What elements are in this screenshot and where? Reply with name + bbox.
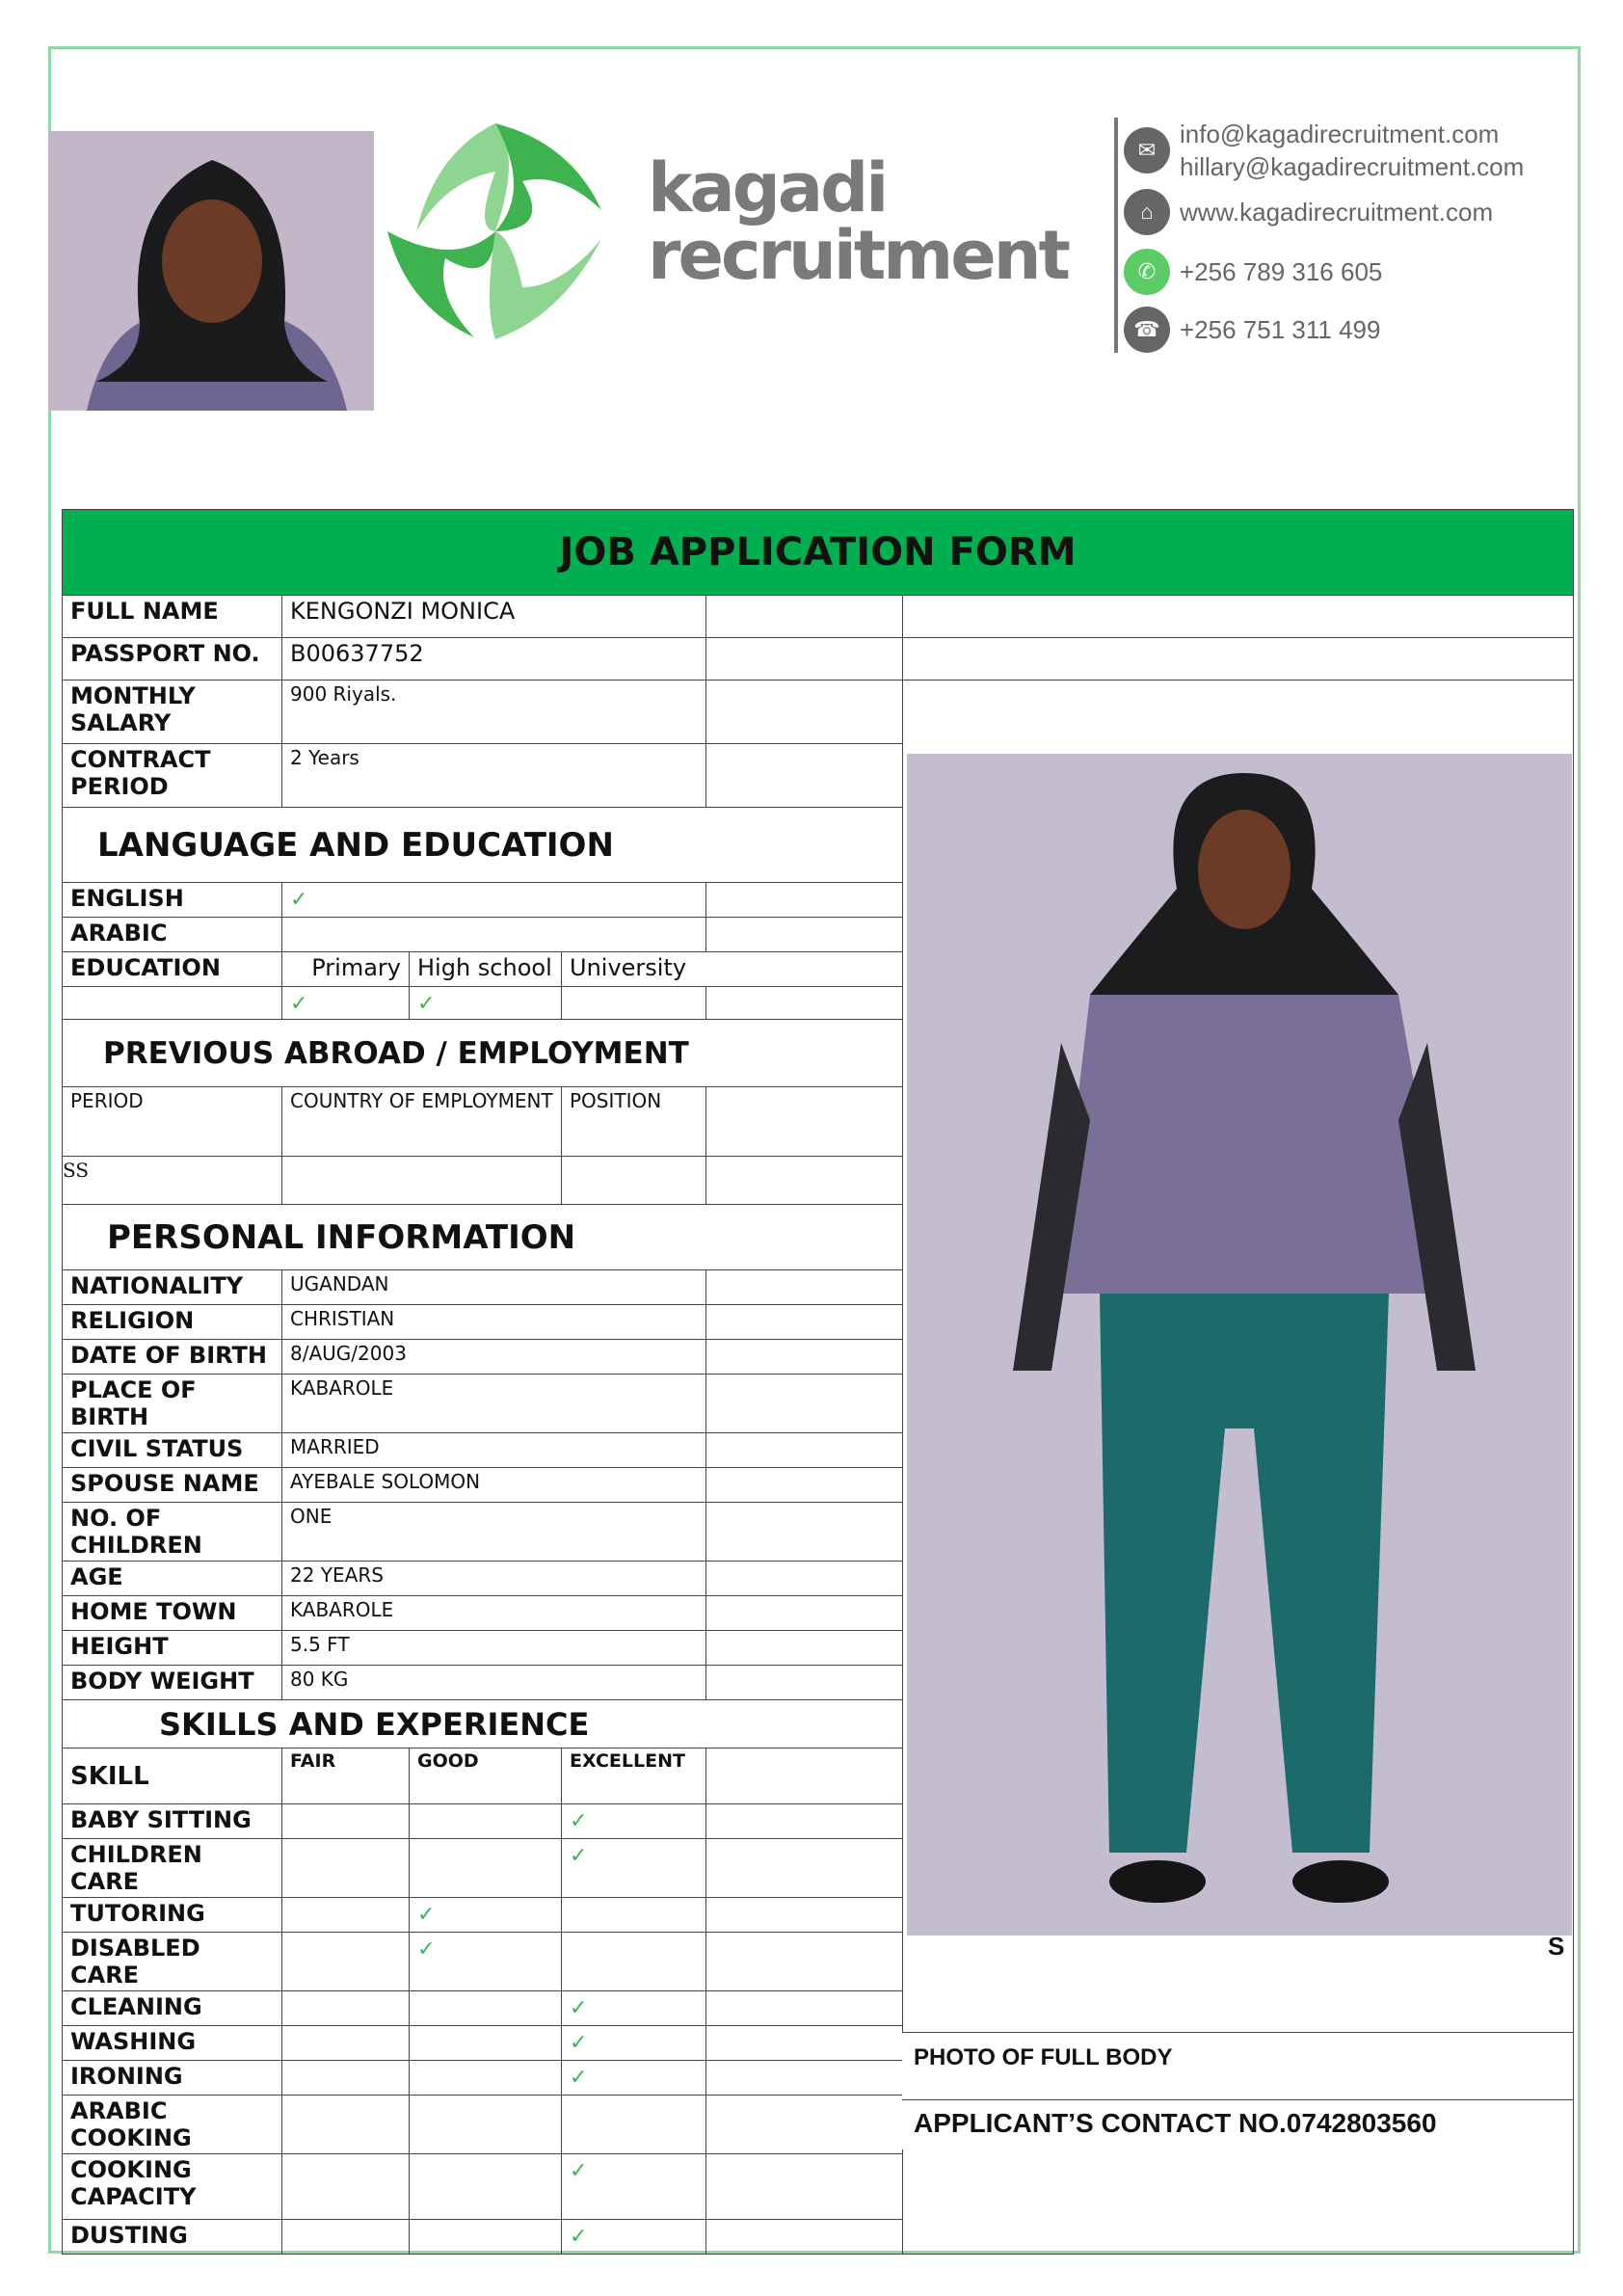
photo-caption: PHOTO OF FULL BODY — [914, 2044, 1173, 2070]
job-application-form — [62, 509, 1574, 2255]
english-check-icon: ✓ — [290, 888, 308, 912]
check-icon: ✓ — [570, 2031, 588, 2055]
personal-information-heading: PERSONAL INFORMATION — [63, 1205, 903, 1270]
applicant-full-body-photo — [907, 754, 1572, 1936]
dob-value: 8/AUG/2003 — [282, 1340, 706, 1375]
empty-cell — [706, 1340, 903, 1375]
check-icon: ✓ — [570, 1844, 588, 1868]
website-contact — [1124, 189, 1493, 235]
phone-contact — [1124, 307, 1380, 353]
home-town-label: HOME TOWN — [63, 1596, 282, 1631]
logo-line1: kagadi — [648, 148, 887, 227]
whatsapp-icon: ✆ — [1124, 249, 1170, 295]
empty-cell — [706, 1666, 903, 1700]
religion-label: RELIGION — [63, 1305, 282, 1340]
empty-cell — [706, 1375, 903, 1433]
good-header: GOOD — [410, 1749, 562, 1804]
check-icon: ✓ — [417, 1903, 436, 1927]
email2-text: hillary@kagadirecruitment.com — [1180, 152, 1525, 181]
check-icon: ✓ — [570, 2066, 588, 2090]
spouse-name-value: AYEBALE SOLOMON — [282, 1468, 706, 1503]
check-icon: ✓ — [570, 1996, 588, 2020]
empty-cell — [706, 1305, 903, 1340]
empty-cell — [282, 918, 706, 952]
primary-check-icon: ✓ — [290, 992, 308, 1016]
country-label: COUNTRY OF EMPLOYMENT — [282, 1087, 562, 1157]
civil-status-value: MARRIED — [282, 1433, 706, 1468]
children-label: NO. OF CHILDREN — [63, 1503, 282, 1562]
salary-label: MONTHLY SALARY — [63, 681, 282, 744]
children-value: ONE — [282, 1503, 706, 1562]
skill-header: SKILL — [63, 1749, 282, 1804]
empty-cell — [706, 1631, 903, 1666]
applicant-head-photo — [48, 131, 374, 411]
kagadi-logo-text — [648, 148, 1069, 295]
age-label: AGE — [63, 1562, 282, 1596]
empty-cell — [706, 1157, 903, 1205]
highschool-check-icon: ✓ — [417, 992, 436, 1016]
height-value: 5.5 FT — [282, 1631, 706, 1666]
nationality-value: UGANDAN — [282, 1270, 706, 1305]
full-body-photo-cell — [903, 681, 1574, 2255]
empty-cell — [903, 638, 1574, 681]
skill-name: IRONING — [63, 2061, 282, 2096]
whatsapp-text: +256 789 316 605 — [1180, 257, 1383, 286]
edu-primary-label: Primary — [282, 952, 410, 987]
s-text: S — [1548, 1932, 1565, 1961]
contract-label: CONTRACT PERIOD — [63, 744, 282, 808]
skill-name: CLEANING — [63, 1991, 282, 2026]
excellent-header: EXCELLENT — [562, 1749, 706, 1804]
empty-cell — [706, 987, 903, 1020]
edu-highschool-label: High school — [410, 952, 562, 987]
photo-caption-cell — [902, 2032, 1573, 2099]
religion-value: CHRISTIAN — [282, 1305, 706, 1340]
arabic-label: ARABIC — [63, 918, 282, 952]
email-contact — [1124, 118, 1524, 183]
fair-header: FAIR — [282, 1749, 410, 1804]
spouse-name-label: SPOUSE NAME — [63, 1468, 282, 1503]
period-label: PERIOD — [63, 1087, 282, 1157]
empty-cell — [706, 1270, 903, 1305]
form-title: JOB APPLICATION FORM — [63, 510, 1574, 596]
full-name-value: KENGONZI MONICA — [282, 596, 706, 638]
envelope-icon: ✉ — [1124, 127, 1170, 174]
position-label: POSITION — [562, 1087, 706, 1157]
empty-cell — [706, 638, 903, 681]
empty-cell — [706, 1749, 903, 1804]
home-icon: ⌂ — [1124, 189, 1170, 235]
skill-name: DUSTING — [63, 2220, 282, 2255]
edu-university-label: University — [562, 952, 903, 987]
empty-cell — [706, 1087, 903, 1157]
body-weight-label: BODY WEIGHT — [63, 1666, 282, 1700]
logo-line2: recruitment — [648, 216, 1069, 295]
height-label: HEIGHT — [63, 1631, 282, 1666]
previous-abroad-heading: PREVIOUS ABROAD / EMPLOYMENT — [63, 1020, 903, 1087]
age-value: 22 YEARS — [282, 1562, 706, 1596]
ss-text: SS — [63, 1157, 282, 1205]
phone-text: +256 751 311 499 — [1180, 315, 1381, 344]
skill-name: TUTORING — [63, 1898, 282, 1933]
check-icon: ✓ — [417, 1937, 436, 1962]
whatsapp-contact — [1124, 249, 1382, 295]
applicant-contact-number: APPLICANT’S CONTACT NO.0742803560 — [914, 2108, 1437, 2138]
skills-experience-heading: SKILLS AND EXPERIENCE — [63, 1700, 903, 1749]
email1-text: info@kagadirecruitment.com — [1180, 120, 1500, 148]
applicant-contact-cell — [902, 2099, 1573, 2149]
check-icon: ✓ — [570, 1809, 588, 1833]
civil-status-label: CIVIL STATUS — [63, 1433, 282, 1468]
education-label: EDUCATION — [63, 952, 282, 987]
empty-cell — [903, 596, 1574, 638]
empty-cell — [562, 1157, 706, 1205]
place-of-birth-value: KABAROLE — [282, 1375, 706, 1433]
nationality-label: NATIONALITY — [63, 1270, 282, 1305]
phone-icon: ☎ — [1124, 307, 1170, 353]
skill-name: CHILDREN CARE — [63, 1839, 282, 1898]
check-icon: ✓ — [570, 2159, 588, 2183]
kagadi-logo-icon — [378, 114, 613, 349]
empty-cell — [63, 987, 282, 1020]
empty-cell — [706, 1468, 903, 1503]
skill-name: WASHING — [63, 2026, 282, 2061]
skill-name: ARABIC COOKING — [63, 2096, 282, 2154]
empty-cell — [562, 987, 706, 1020]
language-education-heading: LANGUAGE AND EDUCATION — [63, 808, 903, 883]
check-icon: ✓ — [570, 2225, 588, 2249]
body-weight-value: 80 KG — [282, 1666, 706, 1700]
skill-name: BABY SITTING — [63, 1804, 282, 1839]
salary-value: 900 Riyals. — [282, 681, 706, 744]
empty-cell — [706, 744, 903, 808]
empty-cell — [706, 681, 903, 744]
website-text: www.kagadirecruitment.com — [1180, 198, 1494, 227]
empty-cell — [706, 596, 903, 638]
empty-cell — [706, 883, 903, 918]
empty-cell — [706, 918, 903, 952]
home-town-value: KABAROLE — [282, 1596, 706, 1631]
skill-name: COOKING CAPACITY — [63, 2154, 282, 2220]
full-name-label: FULL NAME — [63, 596, 282, 638]
place-of-birth-label: PLACE OF BIRTH — [63, 1375, 282, 1433]
passport-label: PASSPORT NO. — [63, 638, 282, 681]
empty-cell — [706, 1562, 903, 1596]
skill-name: DISABLED CARE — [63, 1933, 282, 1991]
empty-cell — [706, 1503, 903, 1562]
english-label: ENGLISH — [63, 883, 282, 918]
contract-value: 2 Years — [282, 744, 706, 808]
contact-divider — [1114, 118, 1118, 353]
empty-cell — [706, 1433, 903, 1468]
dob-label: DATE OF BIRTH — [63, 1340, 282, 1375]
empty-cell — [282, 1157, 562, 1205]
passport-value: B00637752 — [282, 638, 706, 681]
empty-cell — [706, 1596, 903, 1631]
